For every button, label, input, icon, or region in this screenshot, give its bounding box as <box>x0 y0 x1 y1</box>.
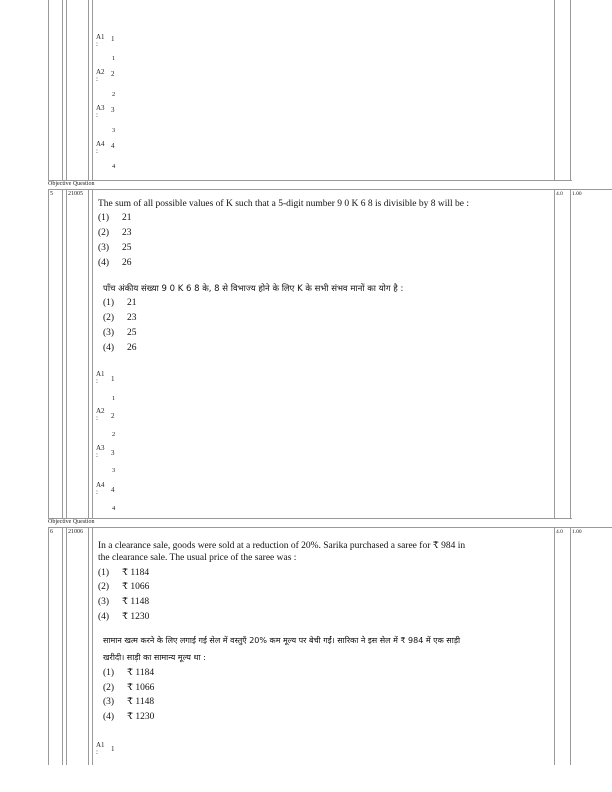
q6-border-right2 <box>570 527 571 765</box>
q6-border-col1 <box>62 527 63 765</box>
option-english-1: (1) ₹ 1184 <box>98 568 150 578</box>
option-hindi-2: (2) 23 <box>103 313 137 323</box>
question-serial: 5 <box>50 191 53 197</box>
q5-border-col3 <box>88 189 89 518</box>
answer-tag: A1 <box>96 33 105 41</box>
q5-border-right1 <box>554 189 555 518</box>
answer-tag: A4 <box>96 140 105 148</box>
answer-sub: 4 <box>112 505 116 512</box>
option-hindi-1: (1) ₹ 1184 <box>103 668 155 678</box>
answer-tag: A2 <box>96 407 105 415</box>
option-hindi-2: (2) ₹ 1066 <box>103 683 155 693</box>
answer-value: 1 <box>111 375 115 383</box>
q5-border-col4 <box>92 189 93 518</box>
section-label: Objective Question <box>48 181 95 187</box>
q5-border-col2 <box>66 189 67 518</box>
positive-mark: 4.0 <box>556 191 563 197</box>
option-hindi-1: (1) 21 <box>103 298 137 308</box>
answer-colon: : <box>96 40 98 48</box>
answer-sub: 2 <box>112 91 116 98</box>
answer-colon: : <box>96 75 98 83</box>
answer-tag: A1 <box>96 741 105 749</box>
table-border-col3 <box>88 0 89 180</box>
answer-tag: A4 <box>96 481 105 489</box>
answer-colon: : <box>96 488 98 496</box>
q5-border-col1 <box>62 189 63 518</box>
q6-border-col2 <box>66 527 67 765</box>
answer-sub: 3 <box>112 467 116 474</box>
question-text-hindi-line2: खरीदी। साड़ी का सामान्य मूल्य था : <box>103 653 206 662</box>
option-english-1: (1) 21 <box>98 213 132 223</box>
option-english-4: (4) ₹ 1230 <box>98 612 150 622</box>
table-border-left <box>48 0 49 180</box>
question-serial: 6 <box>50 529 53 535</box>
answer-sub: 2 <box>112 431 116 438</box>
answer-value: 2 <box>111 70 115 78</box>
row-divider <box>48 180 572 181</box>
question-text-english-line2: the clearance sale. The usual price of the saree was : <box>98 553 297 563</box>
table-border-col1 <box>62 0 63 180</box>
question-text-hindi-line1: सामान खत्म करने के लिए लगाई गई सेल में वस्तुएँ 20% कम मूल्य पर बेची गईं। सारिका ने इस सेल में ₹ 984 में एक साड़ी <box>103 636 461 645</box>
answer-tag: A3 <box>96 104 105 112</box>
answer-value: 3 <box>111 106 115 114</box>
q5-border-left <box>48 189 49 518</box>
answer-value: 1 <box>111 745 115 753</box>
question-text-english: The sum of all possible values of K such that a 5-digit number 9 0 K 6 8 is divisible by 8 will be : <box>98 199 469 209</box>
table-border-col4 <box>92 0 93 180</box>
answer-sub: 3 <box>112 127 116 134</box>
table-border-right1 <box>554 0 555 180</box>
row-divider <box>48 527 612 528</box>
q6-border-col3 <box>88 527 89 765</box>
row-divider <box>48 518 572 519</box>
answer-colon: : <box>96 451 98 459</box>
answer-sub: 4 <box>112 163 116 170</box>
option-english-2: (2) ₹ 1066 <box>98 582 150 592</box>
answer-sub: 1 <box>112 395 116 402</box>
answer-value: 2 <box>111 412 115 420</box>
negative-mark: 1.00 <box>572 191 582 197</box>
q6-border-left <box>48 527 49 765</box>
answer-value: 3 <box>111 449 115 457</box>
q6-border-right1 <box>554 527 555 765</box>
option-english-3: (3) ₹ 1148 <box>98 597 150 607</box>
option-hindi-3: (3) 25 <box>103 328 137 338</box>
q5-border-right2 <box>570 189 571 518</box>
option-english-4: (4) 26 <box>98 258 132 268</box>
answer-value: 4 <box>111 142 115 150</box>
answer-sub: 1 <box>112 55 116 62</box>
answer-tag: A2 <box>96 68 105 76</box>
section-label: Objective Question <box>48 519 95 525</box>
answer-value: 1 <box>111 35 115 43</box>
answer-tag: A3 <box>96 444 105 452</box>
question-text-english-line1: In a clearance sale, goods were sold at a reduction of 20%. Sarika purchased a saree for ₹ 984 in <box>98 541 466 551</box>
option-english-3: (3) 25 <box>98 243 132 253</box>
answer-tag: A1 <box>96 370 105 378</box>
option-hindi-4: (4) ₹ 1230 <box>103 712 155 722</box>
option-hindi-3: (3) ₹ 1148 <box>103 697 155 707</box>
answer-colon: : <box>96 147 98 155</box>
row-divider <box>48 189 612 190</box>
answer-colon: : <box>96 414 98 422</box>
negative-mark: 1.00 <box>572 529 582 535</box>
answer-colon: : <box>96 111 98 119</box>
q6-border-col4 <box>92 527 93 765</box>
question-id: 21005 <box>68 191 83 197</box>
table-border-col2 <box>66 0 67 180</box>
option-english-2: (2) 23 <box>98 228 132 238</box>
table-border-right2 <box>570 0 571 180</box>
answer-colon: : <box>96 748 98 756</box>
answer-colon: : <box>96 377 98 385</box>
question-text-hindi: पाँच अंकीय संख्या 9 0 K 6 8 के, 8 से विभाज्य होने के लिए K के सभी संभव मानों का योग है : <box>103 284 404 294</box>
option-hindi-4: (4) 26 <box>103 343 137 353</box>
question-id: 21006 <box>68 529 83 535</box>
answer-value: 4 <box>111 486 115 494</box>
positive-mark: 4.0 <box>556 529 563 535</box>
